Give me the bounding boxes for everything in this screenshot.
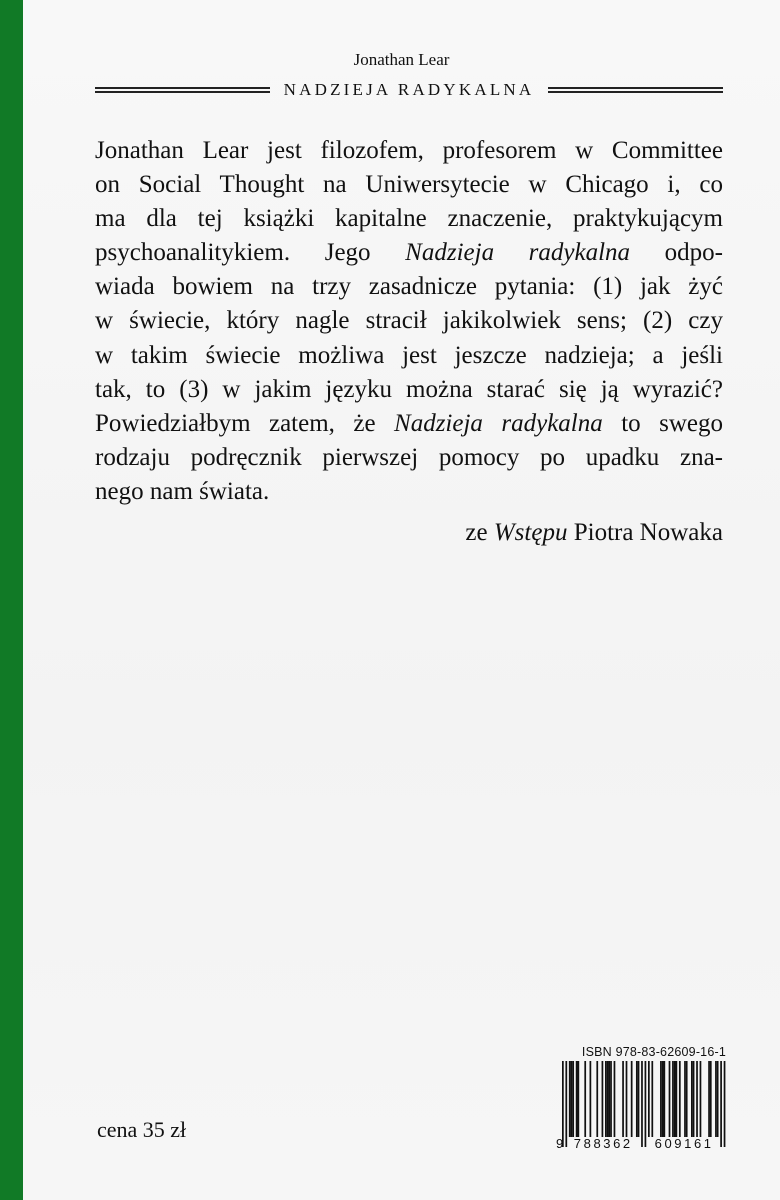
barcode-bar [679,1061,681,1137]
blurb-text-segment: Powiedziałbym zatem, że [95,409,395,437]
barcode-bar [596,1061,598,1137]
blurb-line [95,202,723,236]
barcode-bar [605,1061,607,1137]
blurb-text-segment: odpo- [630,239,724,267]
blurb-text-segment: rodzaju podręcznik pierwszej pomocy po upadku zna- [95,443,723,471]
barcode-bar [638,1061,640,1137]
barcode-bar [676,1061,678,1137]
barcode-bar [572,1061,574,1137]
barcode-bar [669,1061,671,1137]
blurb-italic-title: Nadzieja radykalna [405,239,631,267]
barcode-bar [662,1061,664,1137]
title-row [95,79,723,101]
blurb-text-segment: ma dla tej książki kapitalne znaczenie, praktykującym [95,205,723,233]
barcode-bar [648,1061,650,1137]
barcode-bar [693,1061,695,1137]
barcode-bar [715,1061,717,1137]
blurb-text-segment: w takim świecie możliwa jest jeszcze nadzieja; a jeśli [95,341,723,369]
barcode-bar [674,1061,676,1137]
blurb-line [95,441,723,475]
isbn-barcode-block [552,1045,726,1149]
blurb-text-segment: Jonathan Lear jest filozofem, profesorem w Committee [95,137,723,164]
blurb-line [95,270,723,304]
barcode-bar [672,1061,674,1137]
author-name: Jonathan Lear [353,50,450,69]
barcode-bar [602,1061,604,1137]
barcode-bar [562,1061,564,1147]
blurb-text [95,134,723,509]
barcode-bar [590,1061,592,1137]
barcode-bar [691,1061,693,1137]
barcode-bar [660,1061,662,1137]
barcode-bar [710,1061,712,1137]
title-rule-right [548,87,723,93]
barcode-bar [720,1061,722,1147]
price-label: cena 35 zł [97,1117,187,1142]
barcode-bar [645,1061,647,1147]
blurb-text-segment: wiada bowiem na trzy zasadnicze pytania: (1) jak żyć [95,273,723,301]
barcode-bar [571,1061,573,1137]
barcode-bar [576,1061,578,1137]
blurb-line [95,304,723,338]
blurb-text-segment: nego nam świata. [95,477,270,505]
barcode-digits: 788362 [573,1136,633,1149]
barcode-bar [608,1061,610,1137]
credit-suffix: Piotra Nowaka [567,519,723,546]
blurb-line [95,475,723,509]
barcode-bar [610,1061,612,1137]
blurb-text-segment: psychoanalitykiem. Jego [95,239,406,267]
blurb-text-segment: w świecie, który nagle stracił jakikolwiek sens; (2) czy [95,307,723,335]
green-spine-strip [0,0,23,1200]
barcode-bar [607,1061,609,1137]
credit-prefix: ze [465,519,494,546]
blurb-text-segment: tak, to (3) w jakim języku można starać się ją wyrazić? [95,375,723,403]
barcode-bar [708,1061,710,1137]
barcode-digits: 609161 [654,1136,714,1149]
barcode-bar [663,1061,665,1137]
isbn-label: ISBN 978-83-62609-16-1 [581,1045,726,1059]
barcode-bar [631,1061,633,1137]
blurb-text-segment: to swego [602,409,723,437]
barcode-bar [651,1061,653,1137]
barcode-bar [724,1061,726,1147]
barcode-bar [700,1061,702,1137]
barcode-bar [584,1061,586,1137]
barcode-bar [717,1061,719,1137]
blurb-text-segment: on Social Thought na Uniwersytecie w Chicago i, co [95,171,723,199]
barcode-bar [565,1061,567,1147]
title-rule-left [95,87,270,93]
blurb-line [95,168,723,202]
barcode-bar [684,1061,686,1137]
blurb-line [95,407,723,441]
barcode-bar [614,1061,616,1137]
barcode-bar [626,1061,628,1137]
blurb-line [95,373,723,407]
barcode-bar [569,1061,571,1137]
blurb-line [95,134,723,168]
barcode-bar [636,1061,638,1137]
barcode-digits: 9 [556,1136,564,1149]
barcode-bar [622,1061,624,1137]
book-title: NADZIEJA RADYKALNA [283,80,535,99]
barcode-image [552,1061,726,1149]
barcode-bar [696,1061,698,1137]
credit-italic-source: Wstępu [493,519,568,546]
blurb-italic-title: Nadzieja radykalna [394,409,603,437]
barcode-bar [641,1061,643,1147]
blurb-line [95,339,723,373]
barcode-bar [686,1061,688,1137]
barcode-bar [577,1061,579,1137]
blurb-line [95,236,723,270]
blurb-credit [465,519,723,547]
